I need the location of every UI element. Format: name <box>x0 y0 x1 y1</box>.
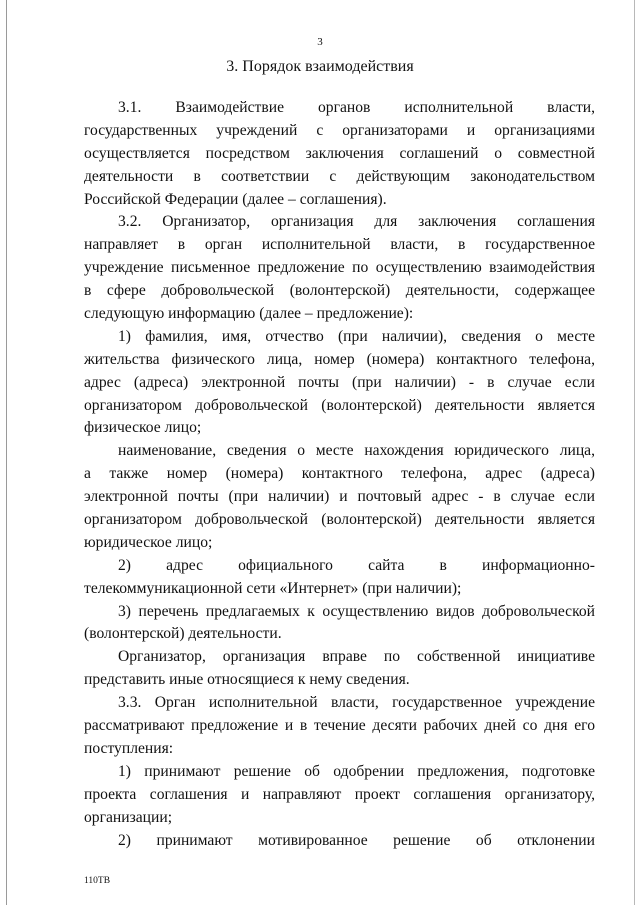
body-line: государственных учреждений с организаторами и организациями <box>84 121 595 139</box>
body-line: представить иные относящиеся к нему сведения. <box>84 671 410 689</box>
body-line: Организатор, организация вправе по собственной инициативе <box>118 648 595 666</box>
body-line: направляет в орган исполнительной власти, в государственное <box>84 236 595 254</box>
footer-code: 110ТВ <box>84 876 111 886</box>
body-line: 3.3. Орган исполнительной власти, государственное учреждение <box>118 694 595 712</box>
scan-right-edge <box>634 0 635 905</box>
body-line: организации; <box>84 808 173 826</box>
body-line: 2) адрес официального сайта в информационно- <box>118 556 595 574</box>
section-heading: 3. Порядок взаимодействия <box>226 58 414 75</box>
body-line: наименование, сведения о месте нахождения юридического лица, <box>118 442 595 460</box>
body-line: (волонтерской) деятельности. <box>84 625 282 643</box>
body-line: учреждение письменное предложение по осуществлению взаимодействия <box>84 259 595 277</box>
body-line: деятельности в соответствии с действующим законодательством <box>84 167 595 185</box>
body-line: проекта соглашения и направляют проект соглашения организатору, <box>84 785 595 803</box>
body-line: поступления: <box>84 739 174 757</box>
section-body <box>84 97 595 852</box>
body-line: электронной почты (при наличии) и почтовый адрес - в случае если <box>84 488 595 506</box>
body-line: следующую информацию (далее – предложение): <box>84 305 414 323</box>
body-line: осуществляется посредством заключения соглашений о совместной <box>84 144 595 162</box>
body-line: Российской Федерации (далее – соглашения). <box>84 190 387 208</box>
body-line: 1) фамилия, имя, отчество (при наличии), сведения о месте <box>118 327 595 345</box>
body-line: а также номер (номера) контактного телефона, адрес (адреса) <box>84 465 595 483</box>
page-number: 3 <box>317 36 323 48</box>
body-line: в сфере добровольческой (волонтерской) деятельности, содержащее <box>84 282 595 300</box>
scan-left-edge <box>6 0 7 905</box>
body-line: 3.2. Организатор, организация для заключения соглашения <box>118 213 595 231</box>
body-line: 2) принимают мотивированное решение об отклонении <box>118 831 595 849</box>
body-line: организатором добровольческой (волонтерской) деятельности является <box>84 396 595 414</box>
body-line: телекоммуникационной сети «Интернет» (при наличии); <box>84 579 462 597</box>
body-line: организатором добровольческой (волонтерской) деятельности является <box>84 511 595 529</box>
body-line: 1) принимают решение об одобрении предложения, подготовке <box>118 762 595 780</box>
body-line: рассматривают предложение и в течение десяти рабочих дней со дня его <box>84 717 595 735</box>
body-line: адрес (адреса) электронной почты (при наличии) - в случае если <box>84 373 595 391</box>
body-line: жительства физического лица, номер (номера) контактного телефона, <box>84 350 595 368</box>
body-line: физическое лицо; <box>84 419 202 437</box>
body-line: 3) перечень предлагаемых к осуществлению видов добровольческой <box>118 602 595 620</box>
body-line: юридическое лицо; <box>84 533 213 551</box>
body-line: 3.1. Взаимодействие органов исполнительной власти, <box>118 99 595 116</box>
